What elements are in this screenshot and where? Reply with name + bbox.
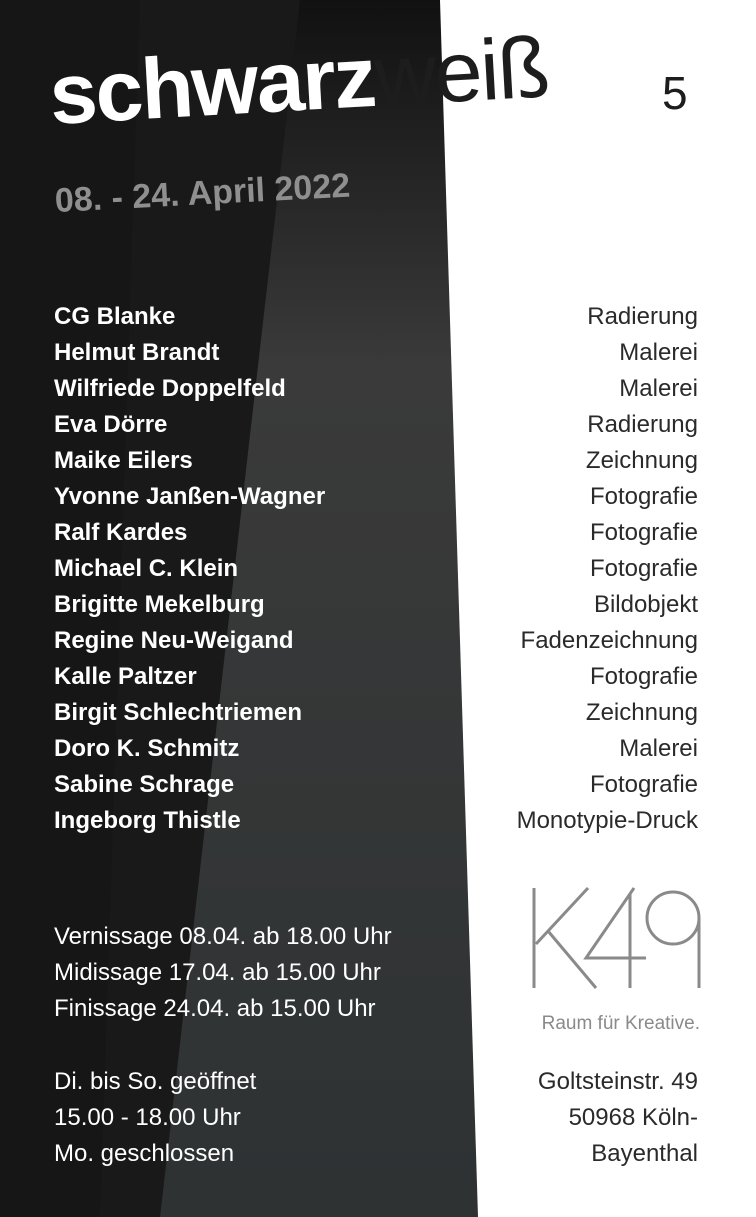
artist-name: Ingeborg Thistle (54, 807, 241, 834)
hours-line: 15.00 - 18.00 Uhr (54, 1104, 241, 1131)
artist-technique: Fotografie (589, 771, 698, 798)
artist-technique: Zeichnung (585, 699, 698, 726)
artist-technique: Fotografie (589, 483, 698, 510)
exhibition-dates: 08. - 24. April 2022 (53, 166, 352, 221)
event-finissage: Finissage 24.04. ab 15.00 Uhr (54, 995, 376, 1022)
artist-name: CG Blanke (54, 303, 176, 330)
artist-name: Regine Neu-Weigand (54, 627, 294, 654)
artist-technique: Fadenzeichnung (520, 627, 698, 654)
hours-line: Di. bis So. geöffnet (54, 1068, 257, 1095)
artist-technique: Radierung (587, 411, 698, 438)
artist-technique: Fotografie (589, 519, 698, 546)
artist-name: Doro K. Schmitz (54, 735, 240, 762)
artist-name: Kalle Paltzer (54, 663, 197, 690)
artist-name: Ralf Kardes (54, 519, 188, 546)
artist-technique: Bildobjekt (593, 591, 698, 618)
artist-technique: Malerei (619, 735, 698, 762)
event-vernissage: Vernissage 08.04. ab 18.00 Uhr (54, 923, 392, 950)
address-street: Goltsteinstr. 49 (537, 1068, 698, 1095)
artist-name: Eva Dörre (54, 411, 168, 438)
artist-technique: Zeichnung (585, 447, 698, 474)
title-part-schwarz: schwarz (46, 28, 378, 143)
artist-name: Michael C. Klein (54, 555, 239, 582)
artist-name: Wilfriede Doppelfeld (54, 375, 286, 402)
artist-technique: Monotypie-Druck (516, 807, 698, 834)
artist-name: Sabine Schrage (54, 771, 235, 798)
artist-technique: Malerei (619, 339, 698, 366)
artist-name: Brigitte Mekelburg (54, 591, 265, 618)
venue-tagline: Raum für Kreative. (541, 1013, 700, 1034)
artist-name: Birgit Schlechtriemen (54, 699, 303, 726)
artist-technique: Radierung (587, 303, 698, 330)
artist-name: Yvonne Janßen-Wagner (54, 483, 326, 510)
artist-name: Maike Eilers (54, 447, 193, 474)
address-district: Bayenthal (591, 1140, 698, 1167)
artist-technique: Fotografie (589, 555, 698, 582)
artist-name: Helmut Brandt (54, 339, 220, 366)
hours-line: Mo. geschlossen (54, 1140, 235, 1167)
k49-logo (526, 884, 704, 992)
artist-technique: Fotografie (589, 663, 698, 690)
event-midissage: Midissage 17.04. ab 15.00 Uhr (54, 959, 381, 986)
title-part-weiss: weiß (371, 19, 551, 125)
edition-number: 5 (662, 67, 688, 119)
address-city: 50968 Köln- (568, 1104, 698, 1131)
artist-technique: Malerei (619, 375, 698, 402)
